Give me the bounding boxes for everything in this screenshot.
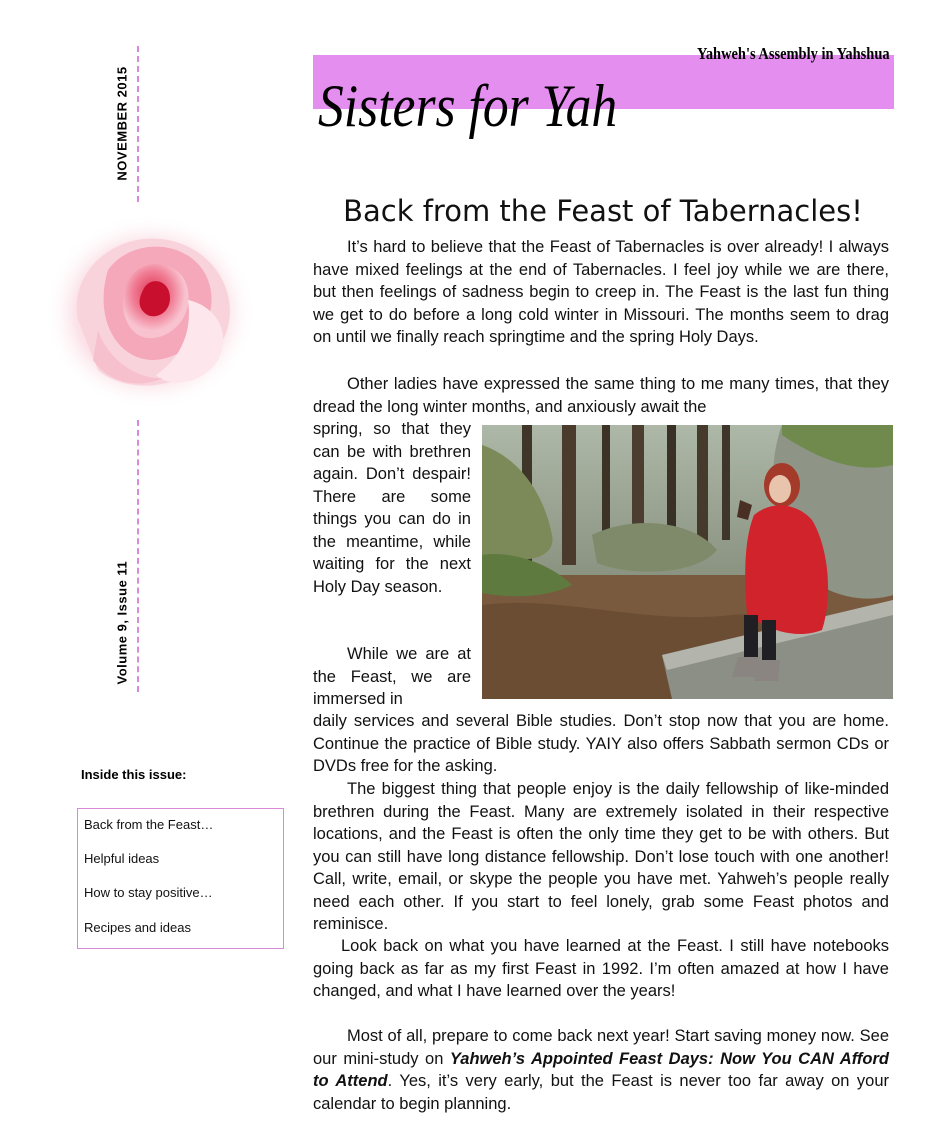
rose-image <box>38 210 258 415</box>
paragraph-1: It’s hard to believe that the Feast of Tabernacles is over already! I always have mixed feelings at the end of Tabernacles. I feel joy while we are there, but then feelings of sadness begin to creep in. The Feast is the last fun thing we get to do before a long cold winter in Missouri. The months seem to drag on until we finally reach springtime and the spring Holy Days. <box>313 238 889 346</box>
newsletter-title: Sisters for Yah <box>318 73 618 139</box>
table-of-contents <box>77 808 284 949</box>
organization-name: Yahweh's Assembly in Yahshua <box>697 44 890 63</box>
toc-item[interactable]: Helpful ideas <box>84 851 160 866</box>
paragraph-6 <box>313 1025 889 1115</box>
study-title[interactable]: Yahweh’s Appointed Feast Days: Now You CAN Afford to Attend <box>313 1049 889 1090</box>
toc-item[interactable]: How to stay positive… <box>84 885 213 900</box>
paragraph-6-end: . Yes, it’s very early, but the Feast is never too far away on your calendar to begin planning. <box>313 1072 889 1113</box>
paragraph-2: Other ladies have expressed the same thing to me many times, that they dread the long winter months, and anxiously await the <box>313 375 889 416</box>
paragraph-4: The biggest thing that people enjoy is the daily fellowship of like-minded brethren during the Feast. Many are extremely isolated in their respective locations, and the Feast is often the only time they get to be with others. But you can still have long distance fellowship. Don’t lose touch with one another! Call, write, email, or skype the people you have met. Yahweh’s people really need each other. If you start to feel lonely, grab some Feast photos and reminisce. <box>313 780 889 933</box>
article-title: Back from the Feast of Tabernacles! <box>343 194 863 228</box>
issue-date: NOVEMBER 2015 <box>114 66 130 181</box>
sidebar-divider-top <box>137 46 139 202</box>
volume-issue: Volume 9, Issue 11 <box>114 560 130 685</box>
toc-item[interactable]: Back from the Feast… <box>84 817 214 832</box>
sidebar-divider-bottom <box>137 420 139 692</box>
paragraph-5: Look back on what you have learned at the Feast. I still have notebooks going back as far as my first Feast in 1992. I’m often amazed at how I have changed, and what I have learned over the years! <box>313 937 889 1000</box>
woman-in-forest-photo <box>482 425 893 699</box>
paragraph-6-text: Most of all, prepare to come back next year! Start saving money now. See our mini-study on <box>313 1027 889 1068</box>
toc-item[interactable]: Recipes and ideas <box>84 920 191 935</box>
paragraph-3-wrap: While we are at the Feast, we are immersed in <box>313 645 471 708</box>
inside-issue-heading: Inside this issue: <box>81 767 187 782</box>
paragraph-3: daily services and several Bible studies. Don’t stop now that you are home. Continue the practice of Bible study. YAIY also offers Sabbath sermon CDs or DVDs free for the asking. <box>313 712 889 775</box>
paragraph-2-wrap: spring, so that they can be with brethren again. Don’t despair! There are some things you can do in the meantime, while waiting for the next Holy Day season. <box>313 420 471 596</box>
